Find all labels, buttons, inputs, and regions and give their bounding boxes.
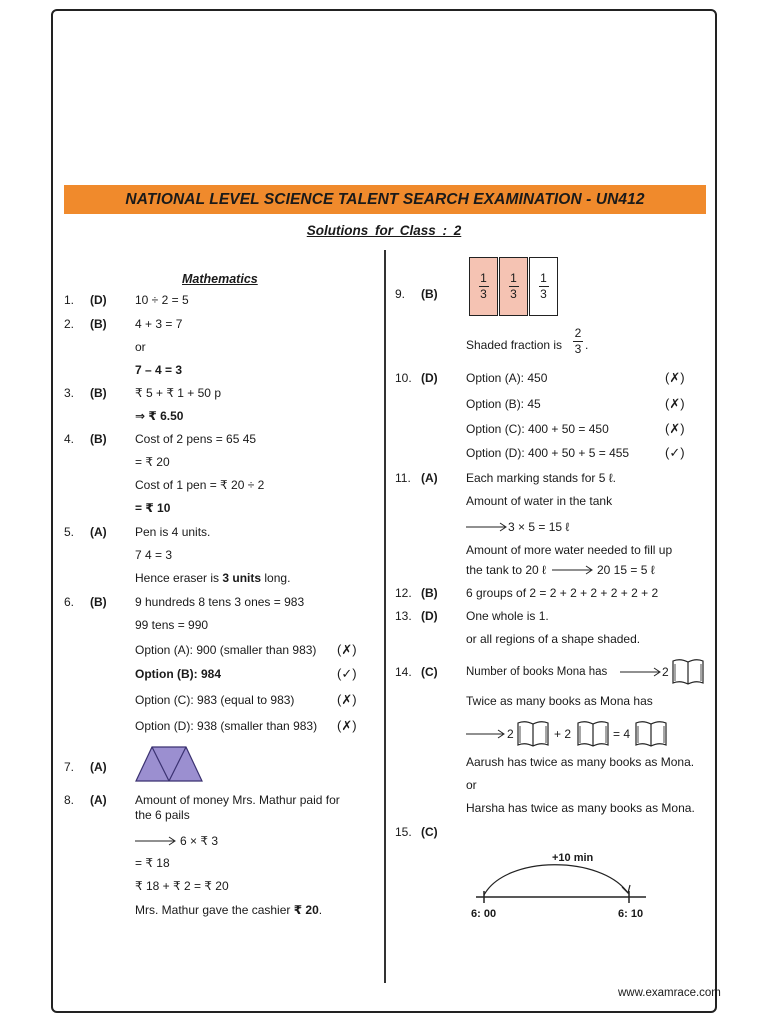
q8-text-bold: ₹ 20	[293, 903, 319, 917]
long-arrow-icon	[466, 522, 508, 532]
long-arrow-icon	[135, 836, 177, 846]
q2-line: or	[135, 340, 146, 354]
q8-text: Mrs. Mathur gave the cashier	[135, 903, 294, 917]
q4-number: 4.	[64, 432, 75, 446]
q14-option: (C)	[421, 665, 438, 679]
start-time-label: 6: 00	[471, 908, 497, 920]
cross-mark-icon: (✗)	[337, 692, 357, 707]
q10-option-d: Option (D): 400 + 50 + 5 = 455	[466, 446, 630, 460]
q11-line: 20 15 = 5 ℓ	[597, 563, 655, 577]
exam-title: NATIONAL LEVEL SCIENCE TALENT SEARCH EXAMINATION - UN412	[125, 190, 645, 208]
fraction-numerator: 1	[540, 271, 547, 285]
q9-number: 9.	[395, 287, 406, 301]
fraction-denominator: 3	[540, 287, 547, 301]
trapezoid-shape-icon	[134, 744, 204, 784]
q8-line	[135, 903, 322, 917]
q8-line: = ₹ 18	[135, 856, 170, 870]
q5-line: 7 4 = 3	[135, 548, 173, 562]
q1-number: 1.	[64, 293, 75, 307]
q5-line: Pen is 4 units.	[135, 525, 211, 539]
q7-number: 7.	[64, 760, 75, 774]
q3-number: 3.	[64, 386, 75, 400]
fraction-box-shaded	[499, 257, 528, 316]
shaded-fraction	[573, 327, 583, 356]
q6-line: 99 tens = 990	[135, 618, 209, 632]
q11-option: (A)	[421, 471, 438, 485]
q11-number: 11.	[395, 471, 411, 485]
q11-line: Amount of water in the tank	[466, 494, 613, 508]
q10-option: (D)	[421, 371, 438, 385]
open-book-icon	[671, 657, 705, 687]
q2-line: 7 – 4 = 3	[135, 363, 183, 377]
q4-line: Cost of 1 pen = ₹ 20 ÷ 2	[135, 478, 265, 492]
q6-option-b: Option (B): 984	[135, 667, 221, 681]
q14-line: Harsha has twice as many books as Mona.	[466, 801, 695, 815]
q6-line: 9 hundreds 8 tens 3 ones = 983	[135, 595, 305, 609]
fraction-denominator: 3	[574, 342, 582, 356]
column-divider	[384, 250, 386, 983]
q6-option: (B)	[90, 595, 107, 609]
fraction-box-unshaded	[529, 257, 558, 316]
q8-line: the 6 pails	[135, 808, 190, 822]
long-arrow-icon	[552, 565, 594, 575]
q14-line: 2	[662, 665, 669, 679]
open-book-icon	[634, 719, 668, 749]
q14-line: Aarush has twice as many books as Mona.	[466, 755, 695, 769]
q4-option: (B)	[90, 432, 107, 446]
fraction-box-shaded	[469, 257, 498, 316]
q11-line: Amount of more water needed to fill up	[466, 543, 673, 557]
q14-line: Twice as many books as Mona has	[466, 694, 653, 708]
cross-mark-icon: (✗)	[337, 718, 357, 733]
q15-option: (C)	[421, 825, 438, 839]
q12-option: (B)	[421, 586, 438, 600]
q3-line: ⇒ ₹ 6.50	[135, 409, 184, 423]
q11-line: the tank to 20 ℓ	[466, 563, 546, 577]
q5-option: (A)	[90, 525, 107, 539]
q11-line: 3 × 5 = 15 ℓ	[508, 520, 570, 534]
open-book-icon	[576, 719, 610, 749]
fraction-denominator: 3	[510, 287, 517, 301]
q13-line: One whole is 1.	[466, 609, 549, 623]
q13-number: 13.	[395, 609, 412, 623]
open-book-icon	[516, 719, 550, 749]
q14-number: 14.	[395, 665, 412, 679]
q10-option-b: Option (B): 45	[466, 397, 541, 411]
fraction-numerator: 1	[480, 271, 487, 285]
long-arrow-icon	[620, 667, 662, 677]
period: .	[585, 338, 589, 352]
q4-line: = ₹ 10	[135, 501, 171, 515]
cross-mark-icon: (✗)	[665, 396, 685, 411]
q9-option: (B)	[421, 287, 438, 301]
q12-line: 6 groups of 2 = 2 + 2 + 2 + 2 + 2 + 2	[466, 586, 659, 600]
q14-line: 2	[507, 727, 514, 741]
q4-line: = ₹ 20	[135, 455, 170, 469]
jump-label: +10 min	[552, 852, 594, 864]
q6-option-c: Option (C): 983 (equal to 983)	[135, 693, 295, 707]
q6-option-a: Option (A): 900 (smaller than 983)	[135, 643, 317, 657]
q2-line: 4 + 3 = 7	[135, 317, 183, 331]
cross-mark-icon: (✗)	[665, 370, 685, 385]
q10-number: 10.	[395, 371, 412, 385]
fraction-denominator: 3	[480, 287, 487, 301]
cross-mark-icon: (✗)	[337, 642, 357, 657]
exam-title-banner	[64, 185, 706, 214]
q7-option: (A)	[90, 760, 107, 774]
q5-text: long.	[261, 571, 291, 585]
q3-option: (B)	[90, 386, 107, 400]
q5-text: Hence eraser is	[135, 571, 223, 585]
q5-number: 5.	[64, 525, 75, 539]
long-arrow-icon	[466, 729, 506, 739]
q12-number: 12.	[395, 586, 412, 600]
q2-number: 2.	[64, 317, 75, 331]
q8-number: 8.	[64, 793, 75, 807]
q5-line	[135, 571, 290, 585]
q11-line: Each marking stands for 5 ℓ.	[466, 471, 616, 485]
q14-line: or	[466, 778, 477, 792]
q1-line: 10 ÷ 2 = 5	[135, 293, 189, 307]
q14-line: + 2	[554, 727, 572, 741]
class-subtitle: Solutions for Class : 2	[306, 223, 462, 238]
q4-line: Cost of 2 pens = 65 45	[135, 432, 257, 446]
q8-line: Amount of money Mrs. Mathur paid for	[135, 793, 340, 807]
q10-option-a: Option (A): 450	[466, 371, 548, 385]
q10-option-c: Option (C): 400 + 50 = 450	[466, 422, 609, 436]
fraction-numerator: 2	[574, 326, 582, 340]
time-number-line	[466, 845, 656, 925]
q3-line: ₹ 5 + ₹ 1 + 50 p	[135, 386, 221, 400]
q14-line: Number of books Mona has	[466, 666, 608, 678]
fraction-numerator: 1	[510, 271, 517, 285]
cross-mark-icon: (✗)	[665, 421, 685, 436]
q1-option: (D)	[90, 293, 107, 307]
check-mark-icon: (✓)	[665, 445, 685, 460]
end-time-label: 6: 10	[618, 908, 644, 920]
q8-text: .	[318, 903, 323, 917]
q6-number: 6.	[64, 595, 75, 609]
q8-option: (A)	[90, 793, 107, 807]
q5-text-bold: 3 units	[222, 571, 262, 585]
q14-line: = 4	[613, 727, 631, 741]
q8-line: 6 × ₹ 3	[180, 834, 218, 848]
q6-option-d: Option (D): 938 (smaller than 983)	[135, 719, 318, 733]
section-heading: Mathematics	[182, 272, 258, 286]
q2-option: (B)	[90, 317, 107, 331]
q13-option: (D)	[421, 609, 438, 623]
q13-line: or all regions of a shape shaded.	[466, 632, 641, 646]
check-mark-icon: (✓)	[337, 666, 357, 681]
q15-number: 15.	[395, 825, 412, 839]
q8-line: ₹ 18 + ₹ 2 = ₹ 20	[135, 879, 229, 893]
q9-line: Shaded fraction is	[466, 338, 563, 352]
footer-site-link[interactable]: www.examrace.com	[618, 987, 721, 999]
